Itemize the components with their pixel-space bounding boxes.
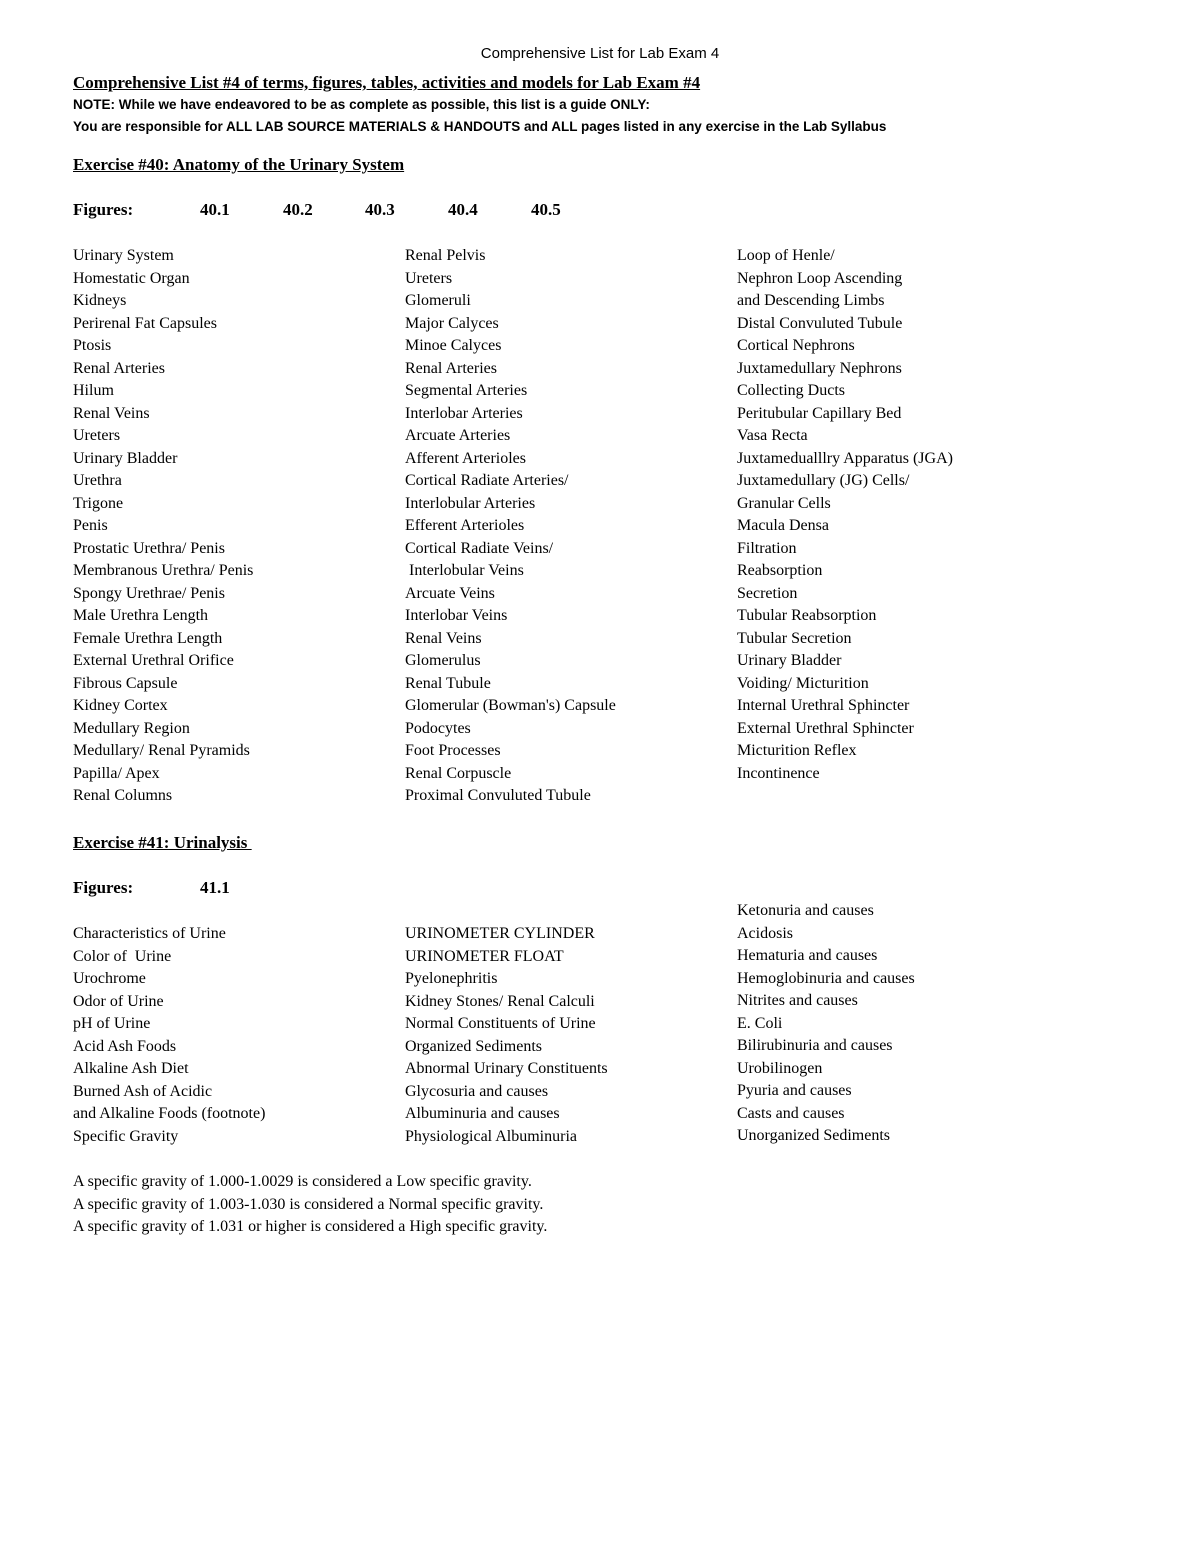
specific-gravity-notes: [73, 1171, 547, 1239]
list-item: Renal Pelvis: [405, 247, 486, 264]
list-item: Renal Veins: [73, 404, 150, 422]
list-item: Male Urethra Length: [73, 607, 209, 624]
list-item: Normal Constituents of Urine: [405, 1015, 596, 1032]
list-item: Trigone: [73, 494, 124, 512]
list-item: Casts and causes: [737, 1104, 845, 1122]
list-item: Medullary Region: [73, 719, 190, 737]
list-item: Renal Tubule: [405, 674, 491, 692]
list-item: Pyuria and causes: [737, 1082, 852, 1099]
list-item: Interlobular Veins: [405, 562, 524, 579]
list-item: Burned Ash of Acidic: [73, 1082, 213, 1100]
list-item: Micturition Reflex: [737, 742, 857, 759]
exercise-41-column-2: [405, 923, 608, 1148]
list-item: Granular Cells: [737, 494, 831, 512]
list-item: URINOMETER FLOAT: [405, 947, 564, 965]
exercise-40-column-3: [737, 245, 953, 785]
list-item: Urobilinogen: [737, 1059, 823, 1077]
list-item: Cortical Radiate Arteries/: [405, 472, 569, 489]
list-item: Hemoglobinuria and causes: [737, 969, 915, 987]
list-item: External Urethral Sphincter: [737, 719, 914, 737]
list-item: Renal Veins: [405, 629, 482, 647]
list-item: and Alkaline Foods (footnote): [73, 1105, 266, 1122]
list-item: Hilum: [73, 382, 114, 399]
list-item: Distal Convuluted Tubule: [737, 314, 903, 332]
list-item: Incontinence: [737, 764, 820, 782]
list-item: Penis: [73, 517, 108, 534]
list-item: Internal Urethral Sphincter: [737, 697, 910, 714]
list-item: Reabsorption: [737, 562, 823, 579]
list-item: Papilla/ Apex: [73, 764, 160, 782]
note-line-1: NOTE: While we have endeavored to be as complete as possible, this list is a guide ONLY:: [73, 97, 650, 112]
list-item: Acid Ash Foods: [73, 1037, 177, 1055]
list-item: Collecting Ducts: [737, 382, 845, 399]
list-item: Perirenal Fat Capsules: [73, 314, 217, 332]
list-item: Renal Columns: [73, 787, 173, 804]
list-item: Bilirubinuria and causes: [737, 1037, 893, 1054]
list-item: Specific Gravity: [73, 1127, 179, 1145]
list-item: Filtration: [737, 539, 797, 557]
list-item: Efferent Arterioles: [405, 517, 525, 534]
list-item: Hematuria and causes: [737, 947, 878, 964]
list-item: A specific gravity of 1.003-1.030 is considered a Normal specific gravity.: [73, 1195, 544, 1213]
list-item: Glomerulus: [405, 652, 481, 669]
list-item: Medullary/ Renal Pyramids: [73, 742, 250, 759]
list-item: External Urethral Orifice: [73, 652, 234, 669]
list-item: Acidosis: [737, 924, 793, 942]
list-item: A specific gravity of 1.031 or higher is considered a High specific gravity.: [73, 1218, 548, 1235]
list-item: pH of Urine: [73, 1015, 151, 1032]
list-item: Cortical Radiate Veins/: [405, 539, 554, 557]
list-item: Female Urethra Length: [73, 629, 223, 647]
list-item: Alkaline Ash Diet: [73, 1060, 189, 1077]
list-item: Renal Arteries: [73, 359, 165, 377]
document-title: Comprehensive List #4 of terms, figures, tables, activities and models for Lab Exam #4: [73, 73, 701, 92]
list-item: Abnormal Urinary Constituents: [405, 1060, 608, 1077]
list-item: Foot Processes: [405, 742, 501, 759]
figure-number: 40.3: [365, 200, 395, 219]
list-item: Pyelonephritis: [405, 970, 498, 987]
exercise-41-heading: Exercise #41: Urinalysis: [73, 833, 252, 852]
list-item: Juxtamedullary (JG) Cells/: [737, 472, 910, 489]
list-item: Renal Corpuscle: [405, 764, 512, 782]
list-item: Arcuate Veins: [405, 584, 495, 602]
list-item: Proximal Convuluted Tubule: [405, 787, 591, 804]
list-item: Characteristics of Urine: [73, 925, 226, 942]
list-item: Podocytes: [405, 719, 471, 737]
list-item: Macula Densa: [737, 517, 829, 534]
list-item: Renal Arteries: [405, 359, 497, 377]
list-item: Urinary System: [73, 247, 174, 264]
list-item: Tubular Reabsorption: [737, 607, 877, 624]
list-item: Interlobar Arteries: [405, 404, 523, 422]
list-item: Ketonuria and causes: [737, 902, 874, 919]
exercise-40-heading: Exercise #40: Anatomy of the Urinary System: [73, 155, 405, 174]
list-item: Kidney Stones/ Renal Calculi: [405, 992, 595, 1010]
list-item: Secretion: [737, 584, 798, 602]
list-item: Urinary Bladder: [737, 652, 842, 669]
figure-number: 40.2: [283, 200, 313, 219]
list-item: E. Coli: [737, 1014, 783, 1032]
list-item: Glomeruli: [405, 292, 471, 309]
list-item: Unorganized Sediments: [737, 1127, 891, 1144]
list-item: Interlobar Veins: [405, 607, 508, 624]
note-line-2: You are responsible for ALL LAB SOURCE MATERIALS & HANDOUTS and ALL pages listed in any exercise in the Lab Syllabus: [73, 119, 887, 134]
exercise-40-column-2: [405, 245, 616, 808]
list-item: Membranous Urethra/ Penis: [73, 562, 254, 579]
list-item: Homestatic Organ: [73, 269, 190, 287]
list-item: Fibrous Capsule: [73, 674, 178, 692]
figures-label: Figures:: [73, 200, 134, 219]
exercise-41-column-1: [73, 923, 265, 1148]
list-item: Spongy Urethrae/ Penis: [73, 584, 225, 602]
list-item: A specific gravity of 1.000-1.0029 is considered a Low specific gravity.: [73, 1173, 532, 1190]
list-item: Urinary Bladder: [73, 449, 178, 467]
list-item: Nitrites and causes: [737, 992, 858, 1009]
list-item: Voiding/ Micturition: [737, 674, 869, 692]
list-item: Glomerular (Bowman's) Capsule: [405, 697, 616, 714]
list-item: Cortical Nephrons: [737, 337, 855, 354]
list-item: Urochrome: [73, 970, 146, 987]
list-item: Glycosuria and causes: [405, 1082, 549, 1100]
list-item: Loop of Henle/: [737, 247, 835, 264]
list-item: Juxtamedualllry Apparatus (JGA): [737, 449, 953, 467]
list-item: Peritubular Capillary Bed: [737, 404, 902, 422]
list-item: Urethra: [73, 472, 122, 489]
list-item: Kidneys: [73, 292, 127, 309]
list-item: Ureters: [405, 269, 453, 287]
list-item: Odor of Urine: [73, 992, 164, 1010]
list-item: Ptosis: [73, 337, 112, 354]
list-item: Kidney Cortex: [73, 697, 168, 714]
list-item: Albuminuria and causes: [405, 1105, 560, 1122]
list-item: URINOMETER CYLINDER: [405, 925, 595, 942]
figures-label: Figures:: [73, 878, 134, 897]
list-item: Tubular Secretion: [737, 629, 852, 647]
exercise-41-column-3: [737, 900, 915, 1148]
list-item: Major Calyces: [405, 314, 499, 332]
list-item: and Descending Limbs: [737, 292, 885, 309]
figure-number: 40.5: [531, 200, 561, 219]
list-item: Afferent Arterioles: [405, 449, 526, 467]
list-item: Interlobular Arteries: [405, 494, 536, 512]
figure-number: 41.1: [200, 878, 230, 897]
list-item: Minoe Calyces: [405, 337, 502, 354]
figure-number: 40.1: [200, 200, 230, 219]
list-item: Segmental Arteries: [405, 382, 528, 399]
list-item: Arcuate Arteries: [405, 427, 511, 444]
list-item: Ureters: [73, 427, 121, 444]
list-item: Physiological Albuminuria: [405, 1127, 577, 1145]
list-item: Vasa Recta: [737, 427, 808, 444]
list-item: Organized Sediments: [405, 1037, 543, 1055]
exercise-40-column-1: [73, 245, 253, 808]
list-item: Nephron Loop Ascending: [737, 269, 903, 287]
list-item: Prostatic Urethra/ Penis: [73, 539, 225, 557]
list-item: Juxtamedullary Nephrons: [737, 359, 902, 377]
list-item: Color of Urine: [73, 947, 172, 965]
figure-number: 40.4: [448, 200, 478, 219]
page-header: Comprehensive List for Lab Exam 4: [480, 45, 720, 62]
